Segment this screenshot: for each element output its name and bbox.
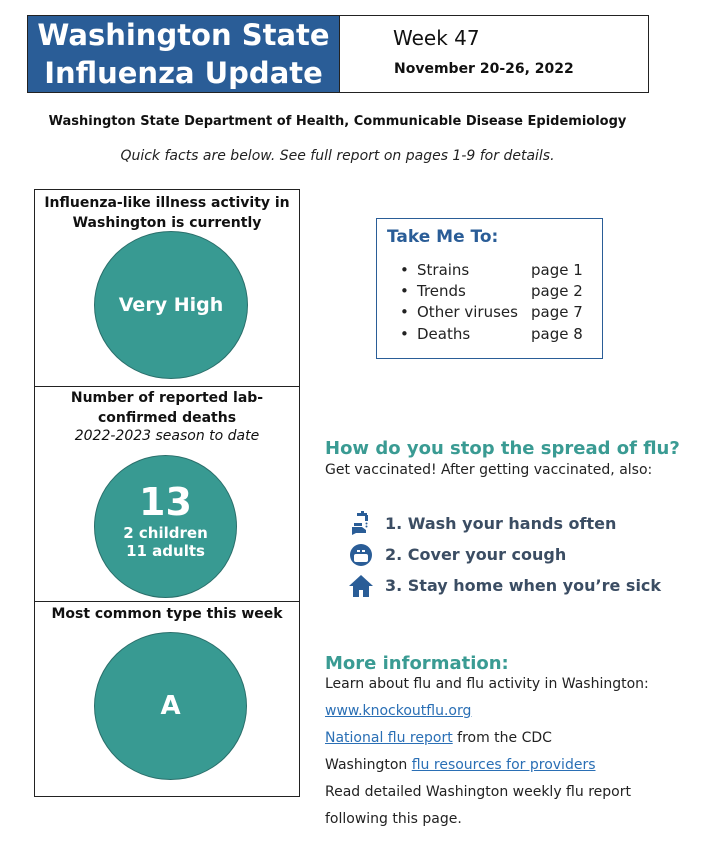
stop-spread-title: How do you stop the spread of flu? bbox=[325, 438, 680, 459]
step-text: 2. Cover your cough bbox=[385, 545, 567, 564]
deaths-children: 2 children bbox=[123, 524, 208, 542]
home-icon bbox=[348, 573, 374, 599]
more-info-footer-1: Read detailed Washington weekly flu report bbox=[325, 784, 631, 800]
bullet: • bbox=[400, 325, 409, 343]
more-info-title: More information: bbox=[325, 653, 509, 674]
stop-spread-body: Get vaccinated! After getting vaccinated, also: bbox=[325, 462, 653, 478]
washington-prefix: Washington bbox=[325, 757, 412, 773]
common-type-value: A bbox=[160, 691, 181, 721]
national-flu-report-link[interactable]: National flu report bbox=[325, 730, 453, 746]
department-line: Washington State Department of Health, Communicable Disease Epidemiology bbox=[48, 114, 627, 129]
panel-divider-2 bbox=[34, 601, 300, 602]
ili-heading-line-2: Washington is currently bbox=[72, 215, 262, 231]
ili-heading-line-1: Influenza-like illness activity in bbox=[44, 195, 290, 211]
toc-page: page 7 bbox=[531, 303, 583, 321]
deaths-heading-line-2: confirmed deaths bbox=[97, 410, 237, 426]
week-label: Week 47 bbox=[393, 26, 480, 50]
face-mask-icon bbox=[348, 542, 374, 568]
provider-resources-link[interactable]: flu resources for providers bbox=[411, 757, 596, 773]
step-text: 1. Wash your hands often bbox=[385, 514, 617, 533]
title-line-1: Washington State bbox=[37, 18, 330, 52]
toc-label: Other viruses bbox=[417, 303, 518, 321]
toc-label: Deaths bbox=[417, 325, 471, 343]
common-type-heading: Most common type this week bbox=[51, 606, 283, 622]
ili-level-value: Very High bbox=[118, 294, 224, 316]
more-info-line-2 bbox=[325, 730, 552, 746]
more-info-intro: Learn about flu and flu activity in Washington: bbox=[325, 676, 649, 692]
more-info-line-1 bbox=[325, 703, 471, 719]
toc-label: Strains bbox=[417, 261, 470, 279]
more-info-line-3 bbox=[325, 757, 596, 773]
deaths-subheading: 2022-2023 season to date bbox=[74, 428, 260, 444]
step-text: 3. Stay home when you’re sick bbox=[385, 576, 662, 595]
deaths-adults: 11 adults bbox=[126, 542, 205, 560]
deaths-heading bbox=[34, 388, 300, 428]
toc-page: page 8 bbox=[531, 325, 583, 343]
bullet: • bbox=[400, 261, 409, 279]
bullet: • bbox=[400, 303, 409, 321]
ili-heading bbox=[34, 193, 300, 233]
date-range: November 20-26, 2022 bbox=[394, 61, 574, 77]
toc-label: Trends bbox=[417, 282, 466, 300]
ili-level-circle bbox=[94, 231, 248, 379]
more-info-footer-2: following this page. bbox=[325, 811, 462, 827]
hand-washing-icon bbox=[348, 511, 374, 537]
knockoutflu-link[interactable]: www.knockoutflu.org bbox=[325, 703, 472, 719]
deaths-heading-line-1: Number of reported lab- bbox=[70, 390, 264, 406]
take-me-to-title: Take Me To: bbox=[387, 227, 499, 247]
title-line-2: Influenza Update bbox=[44, 56, 323, 90]
common-type-circle bbox=[94, 632, 247, 780]
header-divider bbox=[339, 16, 340, 92]
deaths-circle bbox=[94, 455, 237, 598]
panel-divider-1 bbox=[34, 386, 300, 387]
report-title bbox=[28, 16, 339, 92]
toc-page: page 2 bbox=[531, 282, 583, 300]
cdc-suffix: from the CDC bbox=[452, 730, 552, 746]
quick-facts-note: Quick facts are below. See full report on pages 1-9 for details. bbox=[120, 148, 555, 164]
bullet: • bbox=[400, 282, 409, 300]
deaths-total: 13 bbox=[139, 480, 192, 524]
toc-page: page 1 bbox=[531, 261, 583, 279]
